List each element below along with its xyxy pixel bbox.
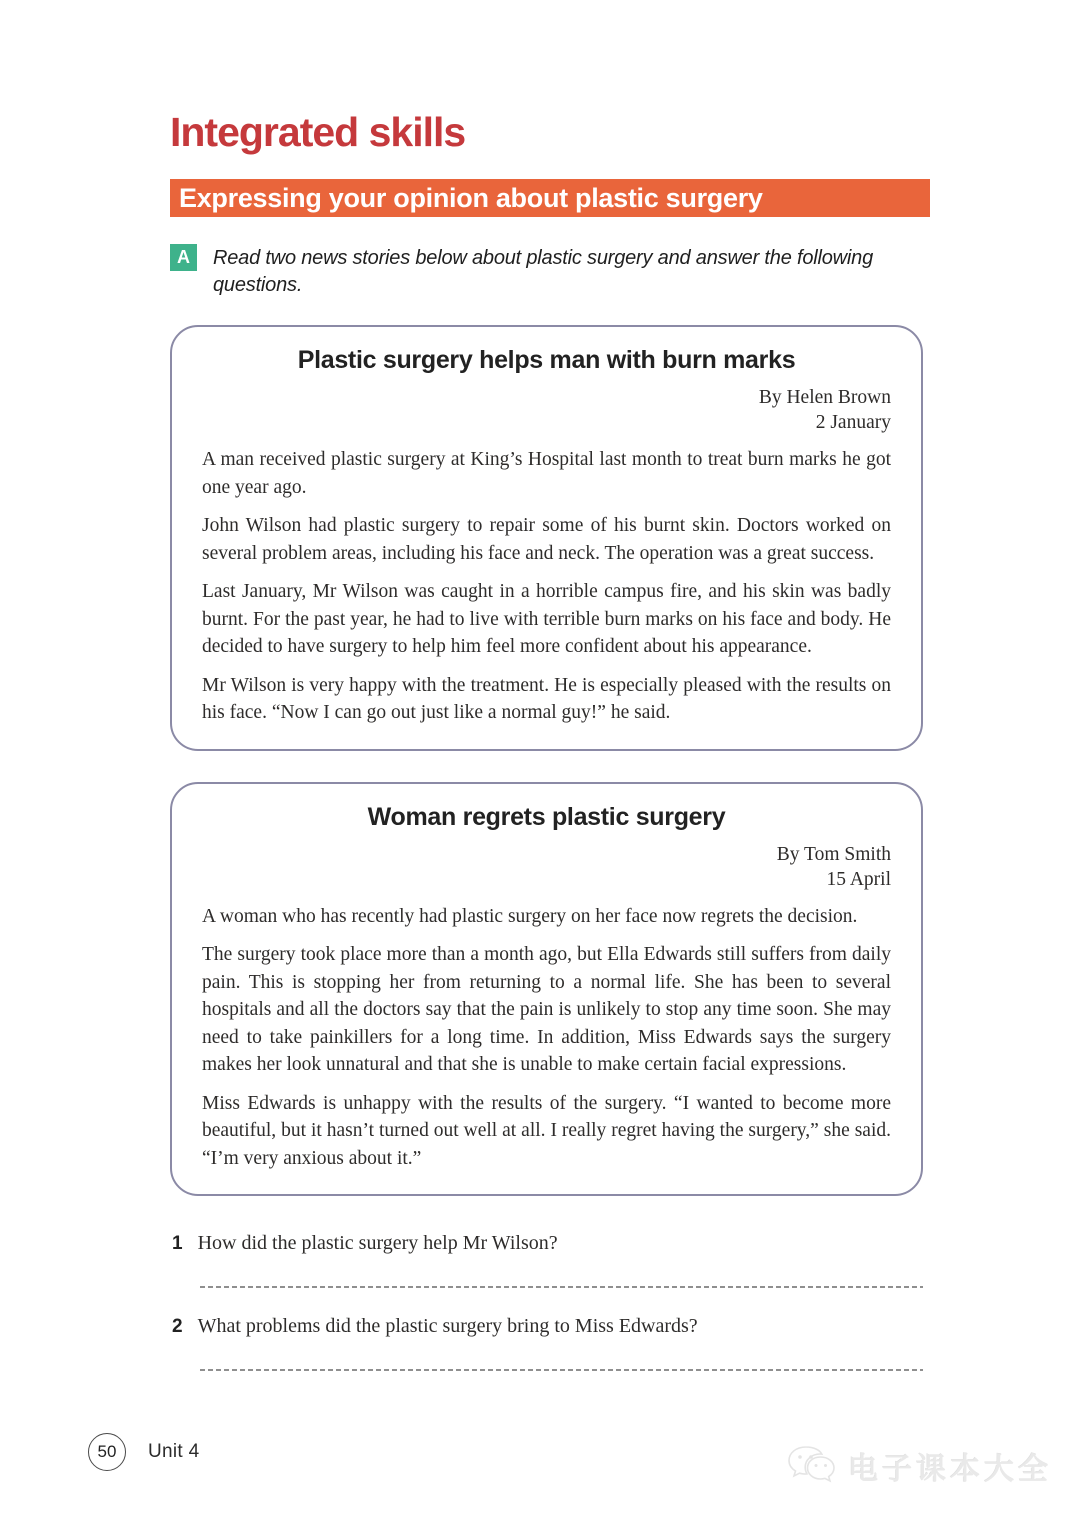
story-2-byline xyxy=(202,842,891,892)
question-1 xyxy=(172,1230,930,1257)
story-2-title: Woman regrets plastic surgery xyxy=(367,802,726,831)
story-2-date: 15 April xyxy=(826,868,891,890)
question-2-text: What problems did the plastic surgery bring to Miss Edwards? xyxy=(197,1315,698,1337)
answer-line-1 xyxy=(200,1286,923,1288)
publisher-watermark xyxy=(786,1444,1052,1488)
page-footer xyxy=(88,1433,199,1471)
page-number-badge xyxy=(88,1433,126,1471)
story-1-date: 2 January xyxy=(815,412,891,433)
story-2-author: By Tom Smith xyxy=(776,843,891,865)
news-story-1 xyxy=(170,325,923,751)
story-1-paragraph: Last January, Mr Wilson was caught in a horrible campus fire, and his skin was badly burnt. For the past year, he had to live with terrible burn marks on his face and body. He decided to have surgery to help him feel more confident about his appearance. xyxy=(202,581,891,657)
section-a-badge: A xyxy=(170,244,197,271)
question-2-number: 2 xyxy=(172,1316,183,1337)
story-1-title: Plastic surgery helps man with burn marks xyxy=(297,346,796,374)
story-2-paragraph: Miss Edwards is unhappy with the results of the surgery. “I wanted to become more beautiful, but it hasn’t turned out well at all. I really regret having the surgery,” she said. “I’m very anxious about it.” xyxy=(202,1092,891,1169)
story-1-paragraph: John Wilson had plastic surgery to repair some of his burnt skin. Doctors worked on several problem areas, including his face and neck. The operation was a great success. xyxy=(202,515,891,564)
section-instruction: Read two news stories below about plastic surgery and answer the following questions. xyxy=(213,247,874,296)
story-1-paragraph: Mr Wilson is very happy with the treatment. He is especially pleased with the results on his face. “Now I can go out just like a normal guy!” he said. xyxy=(202,674,891,723)
story-1-author: By Helen Brown xyxy=(758,387,891,408)
question-1-text: How did the plastic surgery help Mr Wilson? xyxy=(197,1232,558,1254)
section-a-row xyxy=(170,244,930,299)
story-1-paragraph: A man received plastic surgery at King’s Hospital last month to treat burn marks he got one year ago. xyxy=(202,449,891,498)
question-2 xyxy=(172,1313,930,1340)
story-2-paragraph: The surgery took place more than a month ago, but Ella Edwards still suffers from daily pain. This is stopping her from returning to a normal life. She has been to several hospitals and all the doctors say that the pain is unlikely to stop any time soon. She may need to take painkillers for a long time. In addition, Miss Edwards says the surgery makes her look unnatural and that she is unable to make certain facial expressions. xyxy=(202,944,891,1075)
news-story-2 xyxy=(170,782,923,1197)
page-number: 50 xyxy=(97,1442,117,1461)
lesson-banner: Expressing your opinion about plastic surgery xyxy=(170,179,930,217)
unit-label: Unit 4 xyxy=(148,1441,200,1462)
page-title: Integrated skills xyxy=(170,109,466,155)
wechat-logo-icon xyxy=(786,1444,838,1488)
watermark-text: 电子课本大全 xyxy=(848,1452,1052,1487)
story-1-byline xyxy=(202,385,891,435)
story-2-paragraph: A woman who has recently had plastic surgery on her face now regrets the decision. xyxy=(202,905,858,927)
answer-line-2 xyxy=(200,1369,923,1371)
question-1-number: 1 xyxy=(172,1233,183,1254)
